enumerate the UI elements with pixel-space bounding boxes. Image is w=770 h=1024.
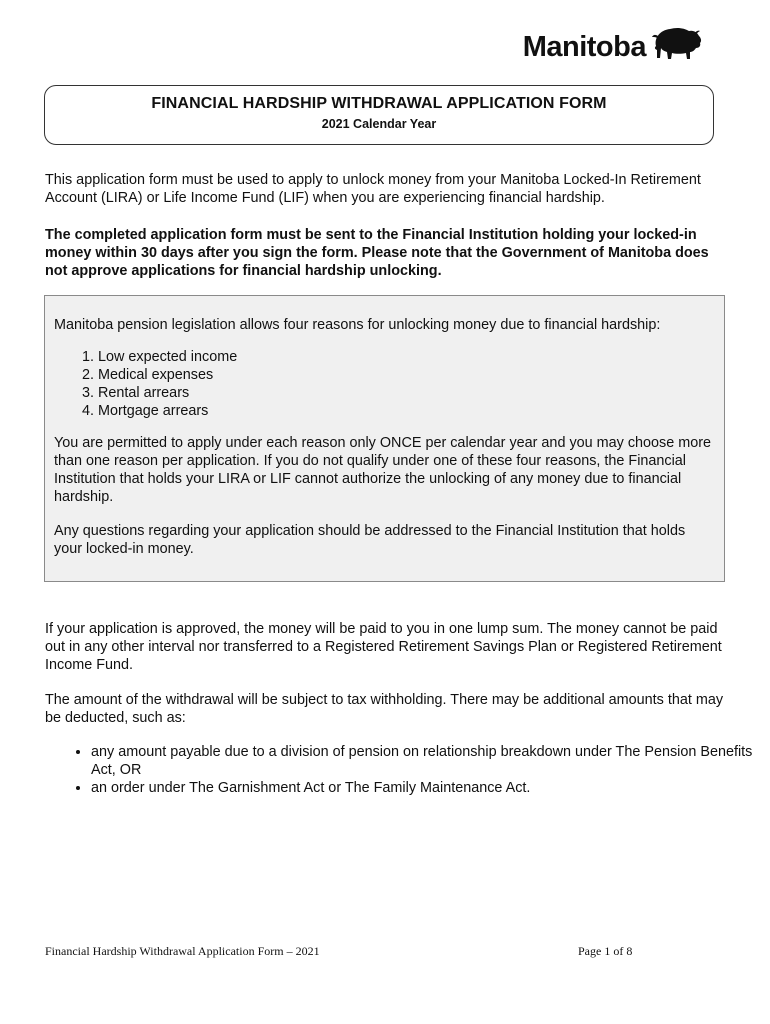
form-year: 2021 Calendar Year: [321, 117, 437, 131]
footer-form-name: Financial Hardship Withdrawal Application Form – 2021: [45, 944, 320, 958]
payment-paragraph: If your application is approved, the money will be paid to you in one lump sum. The money cannot be paid out in any other interval nor transferred to a Registered Retirement Savings Plan or Registered Retirement Income Fund.: [45, 621, 722, 673]
reason-item: 1. Low expected income: [98, 348, 716, 366]
deduction-item: • any amount payable due to a division of pension on relationship breakdown under The Pension Benefits Act, OR: [91, 743, 770, 779]
once-per-year-paragraph: You are permitted to apply under each reason only ONCE per calendar year and you may choose more than one reason per application. If you do not qualify under one of these four reasons, the Financial Institution that holds your LIRA or LIF cannot authorize the unlocking of any money due to financial hardship.: [54, 435, 712, 505]
deductions-list: [45, 743, 770, 797]
reason-item: 3. Rental arrears: [98, 384, 716, 402]
tax-paragraph: The amount of the withdrawal will be subject to tax withholding. There may be additional amounts that may be deducted, such as:: [45, 692, 724, 726]
logo-wordmark: Manitoba: [522, 31, 646, 63]
manitoba-logo: [523, 24, 704, 62]
form-title: FINANCIAL HARDSHIP WITHDRAWAL APPLICATION FORM: [151, 95, 607, 112]
reasons-lead: Manitoba pension legislation allows four reasons for unlocking money due to financial hardship:: [54, 317, 661, 333]
reason-item: 4. Mortgage arrears: [98, 402, 716, 420]
reasons-list: [54, 348, 716, 420]
deduction-item: • an order under The Garnishment Act or The Family Maintenance Act.: [91, 779, 770, 797]
hardship-reasons-box: [44, 295, 725, 582]
submission-notice: The completed application form must be sent to the Financial Institution holding your locked-in money within 30 days after you sign the form. Please note that the Government of Manitoba does not approve applications for financial hardship unlocking.: [45, 227, 709, 279]
bison-icon: [650, 24, 704, 62]
intro-paragraph: This application form must be used to apply to unlock money from your Manitoba Locked-In Retirement Account (LIRA) or Life Income Fund (LIF) when you are experiencing financial hardship.: [45, 172, 701, 206]
questions-paragraph: Any questions regarding your application should be addressed to the Financial Institution that holds your locked-in money.: [54, 523, 686, 557]
form-title-box: [44, 85, 714, 145]
footer-page-number: Page 1 of 8: [578, 944, 633, 958]
reason-item: 2. Medical expenses: [98, 366, 716, 384]
